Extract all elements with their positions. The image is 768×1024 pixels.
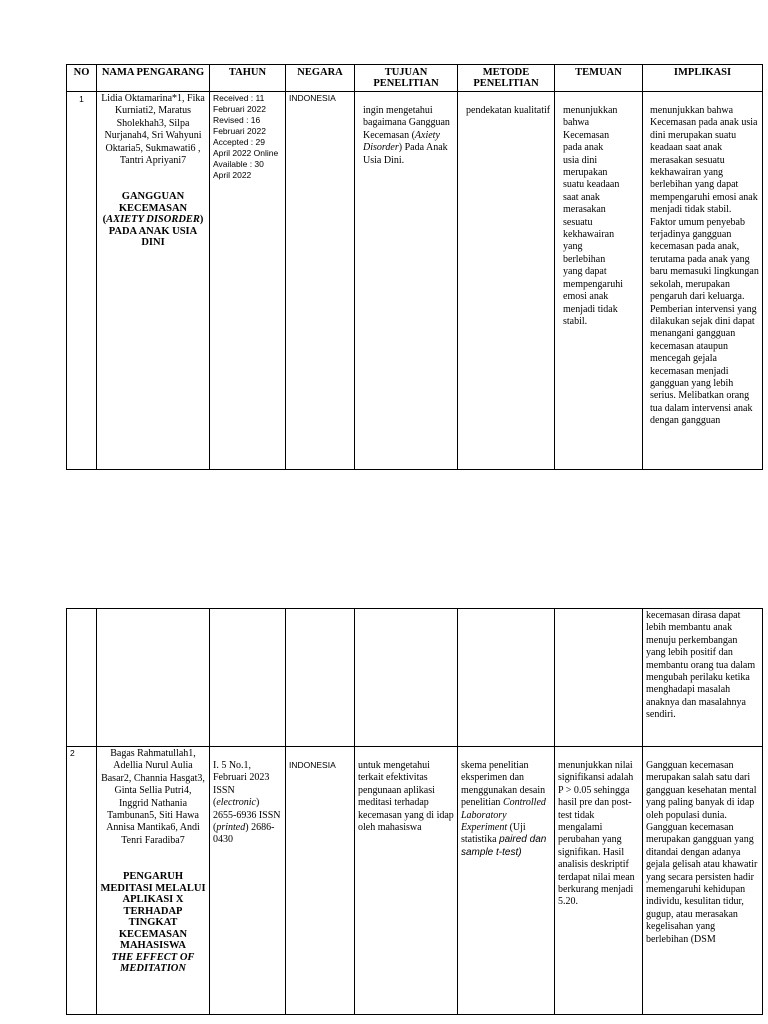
findings-cell: menunjukkan bahwa Kecemasan pada anak usia dini merupakan suatu keadaan saat anak merasakan sesuatu kekhawairan yang berlebihan yang dapat mempengaruhi emosi anak menjadi tidak stabil. [555,92,643,470]
table-row [67,609,763,747]
implications-cell: menunjukkan bahwa Kecemasan pada anak usia dini merupakan suatu keadaan saat anak merasakan sesuatu kekhawairan yang berlebihan yang dapat mempengaruhi emosi anak menjadi tidak stabil. Faktor umum penyebab terjadinya gangguan kecemasan pada anak, terutama pada anak yang baru memasuki lingkungan sekolah, merupakan pengaruh dari keluarga. Pemberian intervensi yang dilakukan sejak dini dapat menangani gangguan kecemasan ataupun mencegah gejala kecemasan menjadi gangguan yang lebih serius. Melibatkan orang tua dalam intervensi anak dengan gangguan [643,92,763,470]
implications-cell: Gangguan kecemasan merupakan salah satu dari gangguan kesehatan mental yang paling banyak di idap oleh populasi dunia. Gangguan kecemasan merupakan gangguan yang ditandai dengan adanya gejala gelisah atau khawatir yang secara persisten hadir memengaruhi kehidupan individu, kesulitan tidur, gugup, atau merasakan kegelisahan yang berlebihan (DSM [643,747,763,1015]
year-cell: I. 5 No.1, Februari 2023 ISSN (electronic) 2655-6936 ISSN (printed) 2686-0430 [210,747,286,1015]
objective-cell: untuk mengetahui terkait efektivitas pengunaan aplikasi meditasi terhadap kecemasan yang di idap oleh mahasiswa [355,747,458,1015]
header-temuan: TEMUAN [555,65,643,92]
findings-cell: menunjukkan nilai signifikansi adalah P > 0.05 sehingga hasil pre dan post-test tidak mengalami perubahan yang signifikan. Hasil analisis deskriptif terdapat nilai mean berkurang menjadi 5.20. [555,747,643,1015]
country-cell: INDONESIA [286,747,355,1015]
literature-table-page-2 [66,608,763,1015]
header-nama-pengarang: NAMA PENGARANG [97,65,210,92]
country-cell: INDONESIA [286,92,355,470]
authors-text: Bagas Rahmatullah1, Adellia Nurul Aulia Basar2, Channia Hasgat3, Ginta Sellia Putri4, Inggrid Nathania Tambunan5, Siti Hawa Annisa Mantika6, Andi Tenri Faradiba7 [101,748,205,846]
header-implikasi: IMPLIKASI [643,65,763,92]
row-number: 2 [67,747,97,1015]
article-title: GANGGUAN KECEMASAN (AXIETY DISORDER) PADA ANAK USIA DINI [102,191,204,249]
year-cell: Received : 11 Februari 2022 Revised : 16 Februari 2022 Accepted : 29 April 2022 Online Available : 30 April 2022 [210,92,286,470]
header-tahun: TAHUN [210,65,286,92]
authors-cell [97,92,210,470]
literature-table-page-1 [66,64,763,470]
table-row [67,92,763,470]
authors-text: Lidia Oktamarina*1, Fika Kurniati2, Maratus Sholekhah3, Silpa Nurjanah4, Sri Wahyuni Oktaria5, Sukmawati6 , Tantri Apriyani7 [101,93,205,167]
row-number: 1 [67,92,97,470]
table-row [67,747,763,1015]
header-tujuan-penelitian: TUJUAN PENELITIAN [355,65,458,92]
header-negara: NEGARA [286,65,355,92]
authors-cell [97,747,210,1015]
header-no: NO [67,65,97,92]
header-metode-penelitian: METODE PENELITIAN [458,65,555,92]
table-header-row [67,65,763,92]
article-title: PENGARUH MEDITASI MELALUI APLIKASI X TERHADAP TINGKAT KECEMASAN MAHASISWA THE EFFECT OF MEDITATION [100,871,206,975]
method-cell: pendekatan kualitatif [458,92,555,470]
implications-continued-cell: kecemasan dirasa dapat lebih membantu anak menuju perkembangan yang lebih positif dan membantu orang tua dalam mengubah perilaku ketika menghadapi masalah anaknya dan masalahnya sendiri. [643,609,763,747]
method-cell: skema penelitian eksperimen dan menggunakan desain penelitian Controlled Laboratory Experiment (Uji statistika paired dan sample t-test) [458,747,555,1015]
objective-cell: ingin mengetahui bagaimana Gangguan Kecemasan (Axiety Disorder) Pada Anak Usia Dini. [355,92,458,470]
